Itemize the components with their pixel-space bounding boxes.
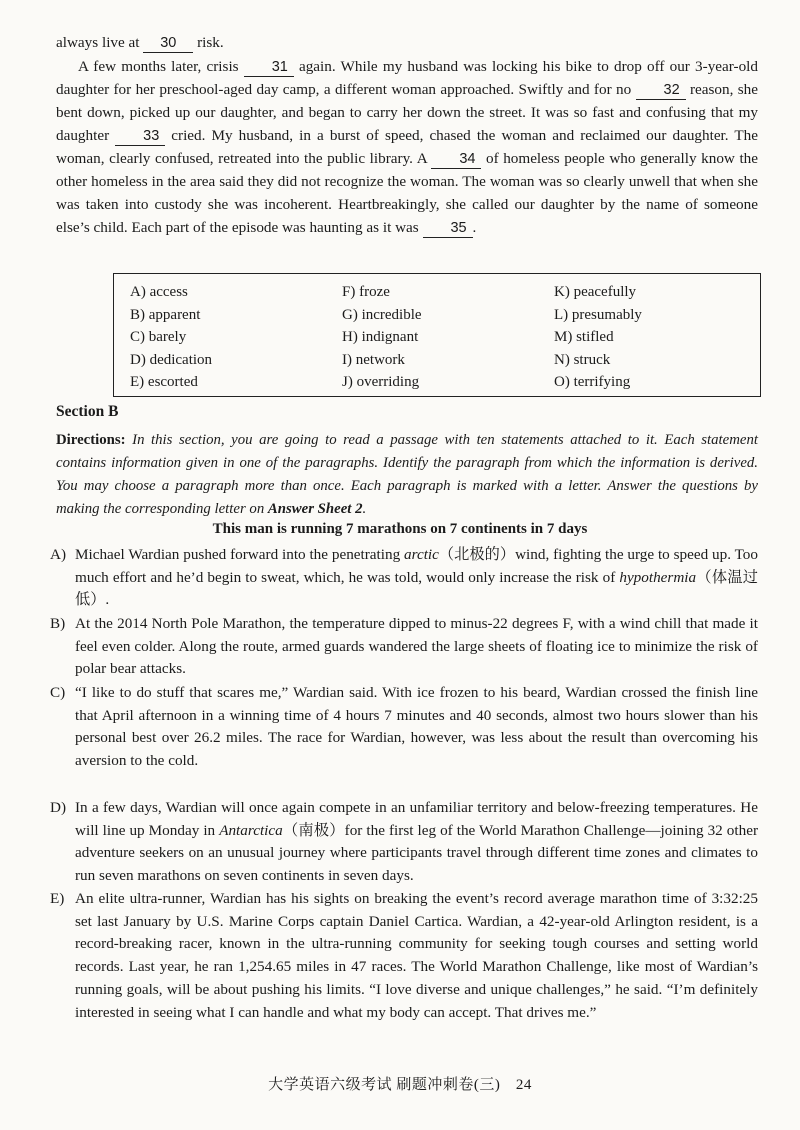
word-bank-col-1 bbox=[130, 281, 212, 394]
paragraph-label: C) bbox=[50, 684, 66, 701]
paragraph-label: E) bbox=[50, 890, 65, 907]
word-option: K) peacefully bbox=[554, 284, 637, 300]
word-option: F) froze bbox=[342, 284, 390, 300]
paragraph-label: A) bbox=[50, 546, 67, 563]
directions-label: Directions: bbox=[56, 432, 126, 448]
paragraph-e: E) An elite ultra-runner, Wardian has his sights on breaking the event’s record average marathon time of 3:32:25 set last January by U.S. Marine Corps captain Daniel Cartica. Wardian, a 42-year-old Arlington resident, is a record-breaking racer, known in the ultra-running community for seeking tough courses and setting world records. Last year, he ran 1,254.65 miles in 47 races. The World Marathon Challenge, like most of Wardian’s running goals, will be about pushing his limits. “I love diverse and unique challenges,” he said. “I’m definitely interested in seeing what I can handle and what my body can accept. That drives me.” bbox=[50, 890, 758, 1021]
page-footer: 大学英语六级考试 刷题冲刺卷(三) 24 bbox=[268, 1077, 532, 1093]
blank-30: 30 bbox=[143, 34, 193, 53]
directions: Directions: In this section, you are going to read a passage with ten statements attached to it. Each statement contains information given in one of the paragraphs. Identify the paragraph from which the information is derived. You may choose a paragraph more than once. Each paragraph is marked with a letter. Answer the questions by making the corresponding letter on Answer Sheet 2. bbox=[56, 432, 758, 517]
blank-35: 35 bbox=[423, 219, 473, 238]
word-option: L) presumably bbox=[554, 306, 642, 323]
word-option: M) stifled bbox=[554, 329, 614, 346]
paragraph-c: C) “I like to do stuff that scares me,” Wardian said. With ice frozen to his beard, Wardian crossed the finish line that April afternoon in a winning time of 4 hours 7 minutes and 40 seconds, almost two hours slower than his personal best over 26.2 miles. The race for Wardian, however, was less about the result than overcoming his aversion to the cold. bbox=[50, 684, 758, 770]
word-option: B) apparent bbox=[130, 306, 201, 323]
passage-title: This man is running 7 marathons on 7 continents in 7 days bbox=[212, 521, 588, 537]
word-option: H) indignant bbox=[342, 329, 419, 346]
paragraph-b: B) At the 2014 North Pole Marathon, the temperature dipped to minus-22 degrees F, with a wind chill that made it feel even colder. Along the route, armed guards wandered the large sheets of floating ice to minimize the risk of polar bear attacks. bbox=[50, 615, 758, 678]
word-option: A) access bbox=[130, 284, 188, 300]
section-heading: Section B bbox=[56, 403, 119, 420]
word-option: D) dedication bbox=[130, 351, 213, 368]
blank-32: 32 bbox=[636, 81, 686, 100]
paragraph-d: D) In a few days, Wardian will once again compete in an unfamiliar territory and below-freezing temperatures. He will line up Monday in Antarctica（南极）for the first leg of the World Marathon Challenge—joining 32 other adventure seekers on an unusual journey where participants travel through different time zones and climates to run seven marathons on seven continents in seven days. bbox=[50, 799, 758, 885]
blank-31: 31 bbox=[244, 58, 294, 77]
word-bank-col-3 bbox=[554, 281, 642, 394]
word-option: E) escorted bbox=[130, 374, 198, 391]
word-option: N) struck bbox=[554, 351, 611, 368]
word-bank-box bbox=[113, 273, 761, 397]
word-option: O) terrifying bbox=[554, 374, 631, 391]
word-option: C) barely bbox=[130, 329, 187, 346]
word-option: G) incredible bbox=[342, 306, 422, 323]
paragraph-label: B) bbox=[50, 615, 66, 632]
blank-33: 33 bbox=[115, 127, 165, 146]
paragraph-a: A) Michael Wardian pushed forward into the penetrating arctic（北极的）wind, fighting the urge to speed up. Too much effort and he’d begin to sweat, which, he was told, would only increase the risk of hypothermia（体温过低）. bbox=[50, 546, 758, 609]
word-option: J) overriding bbox=[342, 374, 420, 391]
word-option: I) network bbox=[342, 351, 405, 368]
word-bank-col-2 bbox=[342, 281, 422, 394]
paragraph-label: D) bbox=[50, 799, 67, 816]
blank-34: 34 bbox=[431, 150, 481, 169]
passage-line-30: always live at 30 risk. bbox=[56, 34, 224, 51]
passage-paragraph: A few months later, crisis 31 again. While my husband was locking his bike to drop off our 3-year-old daughter for her preschool-aged day camp, a different woman approached. Swiftly and for no 32 reason, she bent down, picked up our daughter, and began to carry her down the street. It was so fast and confusing that my daughter 33 cried. My husband, in a burst of speed, chased the woman and reclaimed our daughter. The woman, clearly confused, retreated into the public library. A 34 of homeless people who generally know the other homeless in the area said they did not recognize the woman. The woman was so clearly unwell that when she was taken into custody she was incoherent. Heartbreakingly, she called our daughter by the name of someone else’s child. Each part of the episode was haunting as it was 35 . bbox=[56, 58, 759, 236]
